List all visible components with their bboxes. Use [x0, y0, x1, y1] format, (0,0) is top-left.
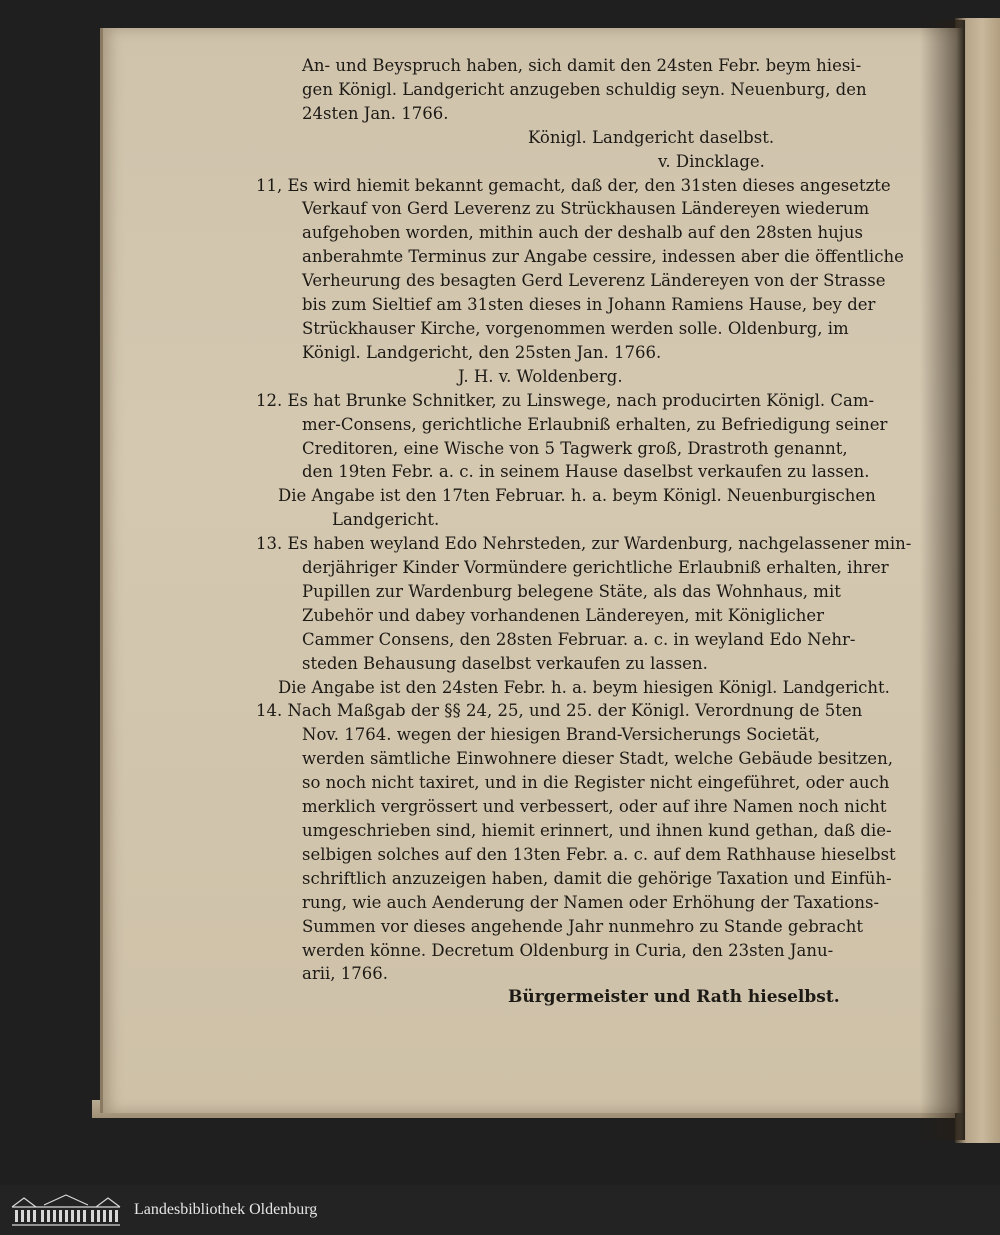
library-building-icon — [10, 1193, 122, 1227]
text-line: merklich vergrössert und verbessert, oder auf ihre Namen noch nicht — [302, 797, 887, 817]
text-line: Verkauf von Gerd Leverenz zu Strückhausen Ländereyen wiederum — [302, 199, 870, 219]
text-line: mer-Consens, gerichtliche Erlaubniß erhalten, zu Befriedigung seiner — [302, 414, 888, 434]
text-line: Zubehör und dabey vorhandenen Ländereyen, mit Königlicher — [302, 605, 825, 625]
text-line: so noch nicht taxiret, und in die Register nicht eingeführet, oder auch — [302, 773, 890, 793]
text-line: aufgehoben worden, mithin auch der deshalb auf den 28sten hujus — [302, 223, 863, 243]
text-line: werden sämtliche Einwohnere dieser Stadt, welche Gebäude besitzen, — [302, 749, 893, 769]
text-line: 24sten Jan. 1766. — [302, 103, 449, 123]
text-line: steden Behausung daselbst verkaufen zu lassen. — [302, 653, 708, 673]
text-line: v. Dincklage. — [658, 151, 765, 171]
text-line: Pupillen zur Wardenburg belegene Stäte, als das Wohnhaus, mit — [302, 581, 841, 601]
text-line: Die Angabe ist den 24sten Febr. h. a. beym hiesigen Königl. Landgericht. — [278, 677, 890, 697]
page-text — [228, 54, 918, 1010]
text-line: den 19ten Febr. a. c. in seinem Hause daselbst verkaufen zu lassen. — [302, 462, 870, 482]
footer-bar — [0, 1185, 1000, 1235]
text-line: Summen vor dieses angehende Jahr nunmehro zu Stande gebracht — [302, 916, 864, 936]
text-line: Königl. Landgericht, den 25sten Jan. 1766. — [302, 342, 662, 362]
text-line: J. H. v. Woldenberg. — [458, 366, 623, 386]
text-line: Königl. Landgericht daselbst. — [528, 127, 775, 147]
text-line: selbigen solches auf den 13ten Febr. a. c. auf dem Rathhause hieselbst — [302, 844, 896, 864]
text-line: Die Angabe ist den 17ten Februar. h. a. beym Königl. Neuenburgischen — [278, 486, 876, 506]
text-line: 13. Es haben weyland Edo Nehrsteden, zur Wardenburg, nachgelassener min- — [256, 534, 912, 554]
text-line: Creditoren, eine Wische von 5 Tagwerk groß, Drastroth genannt, — [302, 438, 848, 458]
text-line: bis zum Sieltief am 31sten dieses in Johann Ramiens Hause, bey der — [302, 295, 876, 315]
text-line: umgeschrieben sind, hiemit erinnert, und ihnen kund gethan, daß die- — [302, 821, 892, 840]
text-line: Strückhauser Kirche, vorgenommen werden solle. Oldenburg, im — [302, 318, 849, 338]
text-line: Cammer Consens, den 28sten Februar. a. c. in weyland Edo Nehr- — [302, 629, 856, 649]
text-line: 12. Es hat Brunke Schnitker, zu Linswege, nach producirten Königl. Cam- — [256, 390, 875, 410]
text-line: Landgericht. — [332, 510, 440, 530]
text-line: gen Königl. Landgericht anzugeben schuldig seyn. Neuenburg, den — [302, 79, 867, 99]
text-line: An- und Beyspruch haben, sich damit den 24sten Febr. beym hiesi- — [302, 56, 862, 75]
text-line: 11, Es wird hiemit bekannt gemacht, daß der, den 31sten dieses angesetzte — [256, 175, 891, 195]
library-name: Landesbibliothek Oldenburg — [134, 1201, 318, 1218]
spine-shadow — [920, 20, 965, 1140]
text-line: rung, wie auch Aenderung der Namen oder Erhöhung der Taxations- — [302, 892, 880, 912]
text-line: Nov. 1764. wegen der hiesigen Brand-Versicherungs Societät, — [302, 725, 820, 745]
text-line: 14. Nach Maßgab der §§ 24, 25, und 25. der Königl. Verordnung de 5ten — [256, 701, 863, 721]
text-line: Bürgermeister und Rath hieselbst. — [508, 987, 840, 1008]
text-line: Verheurung des besagten Gerd Leverenz Ländereyen von der Strasse — [302, 271, 886, 291]
text-line: anberahmte Terminus zur Angabe cessire, indessen aber die öffentliche — [302, 247, 904, 267]
text-line: arii, 1766. — [302, 964, 389, 984]
text-line: werden könne. Decretum Oldenburg in Curia, den 23sten Janu- — [302, 940, 834, 960]
text-line: derjähriger Kinder Vormündere gerichtliche Erlaubniß erhalten, ihrer — [302, 558, 889, 578]
text-line: schriftlich anzuzeigen haben, damit die gehörige Taxation und Einfüh- — [302, 868, 892, 888]
